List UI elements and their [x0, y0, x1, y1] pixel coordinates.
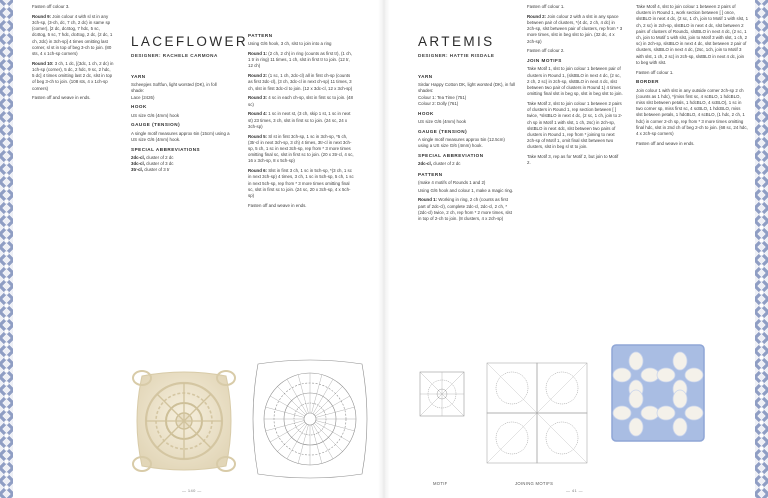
artemis-title: ARTEMIS: [418, 34, 495, 49]
pattern-outro: Fasten off and weave in ends.: [248, 202, 307, 208]
round-label: Round 3:: [248, 95, 268, 101]
round-text: (1 sc, 1 ch, 2dc-cl) all in first ch-sp (counts as first 3dc-cl), (3 ch, 3dc-cl in next ch-sp) 11 times, 3 ch, slst in first 3dc-cl to join. (12 x 3dc-cl, 12 x 3ch-sp): [248, 73, 353, 91]
round-label: Round 5:: [248, 133, 268, 139]
chart-spoke: [277, 423, 305, 451]
right-page-right-column: [636, 4, 748, 151]
instruction-paragraph: Take Motif 2, slst to join colour 1 between 2 pairs of clusters in Round 1, rep section between [ ] twice, *slstBLO in next 4 dc, (2 sc, 1 ch, join to 2-ch sp in Motif 1 with slst, 1 ch, 2sc) in 2ch-sp, slstBLO in next 4dc, slst between two pairs of clusters in Round 1, rep from * joining to next 2ch-sp of Motif 1, omit final slst between two clusters, slst in beg sl st to join.: [527, 101, 623, 150]
abbreviation-term: 2dc-cl,: [418, 161, 432, 167]
round-label: Round 10:: [32, 60, 54, 66]
pattern-heading: PATTERN: [248, 33, 273, 38]
joining-motifs-caption: JOINING MOTIFS: [515, 481, 554, 486]
pattern-round: [32, 14, 114, 57]
gauge-text: A single motif measures approx 6in (15cm) using a US size G/6 (4mm) hook.: [131, 130, 230, 142]
chart-spoke: [277, 386, 305, 414]
round-text: Slst in first 3 ch, 1 sc in 5ch-sp, *(3 ch, 1 sc in next 3ch-sp) 4 times, 3 ch, 1 sc in 5ch-sp, 5 ch, 1 sc in next 5ch-sp, rep from * 3 more times omitting final sc, slst in first sc to join. (24 sc, 20 x 3ch-sp, 4 x 5ch-sp): [248, 168, 354, 199]
section-heading: JOIN MOTIFS: [527, 58, 562, 64]
hook-text: US size G/6 (4mm) hook: [131, 112, 180, 118]
abbreviation-definition: cluster of 2 dc: [431, 161, 461, 167]
laceflower-title: LACEFLOWER: [131, 34, 249, 49]
pattern-round: [248, 95, 354, 107]
motif-caption: MOTIF: [433, 481, 448, 486]
round-text: 1 sc in next st, (3 ch, skip 1 st, 1 sc in next st) 23 times, 3 ch, slst in first sc to join. (24 sc, 24 x 3ch-sp): [248, 111, 351, 129]
abbreviation-definition: cluster of 3 tr: [142, 167, 170, 173]
artemis-abbreviation-list: [418, 161, 516, 167]
round-label: Round 1:: [248, 51, 268, 56]
artemis-round1-text: Working in ring, 2 ch (counts as first part of 2dc-cl), complete 2dc-cl, 2dc-cl, 2 ch, *(2dc-cl) twice, 2 ch, rep from * 2 more times, slst in top of 2-ch to join. (8 clusters, 4 x 2ch-sp): [418, 197, 512, 222]
abbreviation-item: [418, 161, 516, 167]
laceflower-chart-diagram: [240, 352, 380, 486]
pattern-round: [248, 73, 354, 92]
decorative-border-right: [755, 0, 768, 498]
round-text: Join colour 2 with a slst in any space between pair of clusters, *(4 dc, 2 ch, 4 dc) in 2ch-sp, slst between pair of clusters, rep from * 3 more times, slst in beg slst to join. (32 dc, 4 x 2ch-sp): [527, 13, 623, 44]
artemis-gauge-heading: GAUGE (TENSION): [418, 128, 468, 134]
yarn-text: Scheepjes Softfun, light worsted (DK), in foll shade: Lace (2426): [131, 82, 217, 100]
round-label: Round 9:: [32, 13, 52, 19]
chart-spoke: [314, 386, 342, 414]
pattern-intro: Using G/6 hook, 3 ch, slst to join into a ring: [248, 41, 332, 47]
artemis-motif-diagram: [417, 356, 467, 436]
round-text: Sl st in first 3ch-sp, 1 sc in 3ch-sp, *5 ch, (3tr-cl in next 3ch-sp, 3 ch) 4 times, 3tr-cl in next 3ch-sp, 5 ch, 1 sc in next 3ch-sp, rep from * 3 more times omitting final sc, slst in first sc to join. (20 x 3tr-cl, 4 sc, 16 x 3ch-sp, 8 x 5ch-sp): [248, 133, 354, 164]
artemis-yarn-heading: YARN: [418, 74, 433, 79]
instruction-paragraph: Fasten off colour 1.: [527, 4, 565, 9]
instruction-paragraph: Fasten off colour 3.: [32, 4, 70, 9]
artemis-gauge-text: A single motif measures approx 5in (12.5cm) using a US size G/6 (4mm) hook.: [418, 136, 505, 149]
decorative-border-left: [0, 0, 13, 498]
instruction-paragraph: Fasten off and weave in ends.: [32, 95, 91, 101]
abbreviation-definition: cluster of 2 dc: [144, 154, 174, 160]
artemis-yarn-text: Sirdar Happy Cotton DK, light worsted (DK), in foll shades: Colour 1: Tea Time (751) Colour 2: Dolly (761): [418, 82, 516, 106]
artemis-hook-text: US size G/6 (4mm) hook: [418, 118, 467, 124]
abbreviations-list: [131, 155, 231, 174]
instruction-paragraph: Take Motif 4, slst to join colour 1 between 2 pairs of clusters in Round 1, work section between [ ] once, slstBLO in next 4 dc, (2 sc, 1 ch, join to Motif 1 with slst, 1 ch, 2 sc) in 2ch-sp, slstBLO in next 4 dc, slst between 2 pairs of clusters of Round1, slstBLO in next 4 dc, (2 sc, 1 ch, join to Motif 1 with slst, join to Motif 3 with slst, 1 ch, 2 sc) in 2ch-sp, slstBLO in next 4 dc, slst between 2 pair of clusters, slstBLO in next 4 dc, (2sc, 1ch, join to Motif 3 with slst, 1 ch, 2 sc) in 2ch-sp, slstBLO in next 4 dc, join to beg with slst.: [636, 4, 749, 65]
section-heading: BORDER: [636, 79, 659, 85]
round-text: 3 ch, 1 dc, [(3dc, 1 ch, 2 dc) in 1ch-sp (corner), 5 dc, 2 hdc, 9 sc, 2 hdc, 5 dc] 4 times omitting last 2 dc, slst in top of beg 3-ch to join. (108 sts, 4 x 1ch-sp corners): [32, 60, 114, 91]
hook-heading: HOOK: [131, 104, 147, 110]
artemis-pattern-hook: Using G/6 hook and colour 1, make a magic ring.: [418, 187, 514, 193]
artemis-hook-heading: HOOK: [418, 110, 434, 116]
laceflower-pattern-column: [248, 33, 354, 213]
instruction-paragraph: Fasten off colour 2.: [527, 48, 565, 54]
laceflower-info-column: [131, 74, 231, 173]
artemis-info-column: [418, 74, 516, 226]
instruction-paragraph: Take Motif 3, rep as for Motif 2, but join to Motif 2.: [527, 154, 619, 166]
instruction-paragraph: Fasten off colour 1.: [636, 69, 674, 75]
artemis-pattern-intro: (make 4 motifs of Rounds 1 and 2): [418, 180, 486, 186]
abbreviations-heading: SPECIAL ABBREVIATIONS: [131, 146, 201, 152]
artemis-pattern-heading: PATTERN: [418, 172, 443, 178]
pattern-round: [32, 61, 114, 92]
abbreviation-term: 3tr-cl,: [131, 167, 143, 173]
laceflower-designer: DESIGNER: RACHELE CARMONA: [131, 53, 218, 58]
round-text: Join colour 4 with sl st in any 3ch-sp, (3-ch, dc, 7 ch, 2 dc) in same sp (corner), [2 dc, dc4tog, 7 hdc, 5 sc, dc4tog, 5 sc, 7 hdc, dc4tog, 2 dc, (2 dc, 1 ch, 2dc) in 3ch-sp] 4 times omitting last corner, sl st in top of beg 3-ch to join. (80 sts, 4 x 1ch-sp corners): [32, 13, 113, 57]
abbreviation-term: 3dc-cl,: [131, 161, 145, 167]
round-label: Round 2:: [527, 13, 547, 19]
round-text: 4 sc in each ch-sp, slst in first sc to join. (48 sc): [248, 95, 353, 107]
left-page-number: — 140 —: [182, 488, 202, 493]
round-label: Round 4:: [248, 111, 268, 117]
instruction-paragraph: Join colour 1 with slst in any outside corner 2ch-sp 2 ch (counts as 1 hdc), *(miss first sc, 4 scBLO, 1 hdcBLO, miss slst between petals, 1 hdcBLO, 4 scBLO), 1 sc in two corner sp, miss first sc, 4 scBLO, 1 hdcBLO, miss slst between petals, 1 hdcBLO, 4 scBLO, (1 hdc, 2 ch, 1 hdc) in corner 2-ch sp, rep from * 3 more times omitting final hdc, slst in 2nd ch of beg 2-ch to join. (68 sc, 24 hdc, 4 x 2ch-sp corners): [636, 87, 748, 137]
artemis-joined-motifs-photo: [610, 343, 706, 443]
abbreviation-definition: cluster of 3 dc: [144, 161, 174, 167]
instruction-paragraph: Fasten off and weave in ends.: [636, 140, 695, 146]
gauge-heading: GAUGE (TENSION): [131, 122, 181, 128]
round-label: Round 2:: [248, 73, 268, 79]
instruction-paragraph: Take Motif 1, slst to join colour 1 between pair of clusters in Round 1, (slstBLO in next 4 dc, (2 sc, 2 ch, 2 sc) in 2ch-sp, slstBLO in next 4 dc, slst between two pair of clusters in Round 1) 4 times omitting final slst in beg sp, slst in beg slst to join.: [527, 66, 623, 97]
round-label: Round 6:: [248, 168, 268, 174]
left-page-column-1: [32, 4, 114, 105]
yarn-heading: YARN: [131, 74, 146, 79]
artemis-round1-label: Round 1:: [418, 197, 438, 203]
right-page-middle-column: [527, 4, 623, 170]
abbreviation-term: 2dc-cl,: [131, 154, 145, 160]
joining-motifs-diagram: [484, 360, 590, 478]
pattern-round: [248, 168, 354, 199]
artemis-abbreviation-heading: SPECIAL ABBREVIATION: [418, 152, 484, 158]
abbreviation-item: [131, 167, 231, 173]
right-page-number: — 41 —: [566, 488, 584, 493]
pattern-rounds: [248, 51, 354, 199]
pattern-round: [248, 111, 354, 130]
round-text: (2 ch, 2 ch) in ring (counts as first tr), (1 ch, 1 tr in ring) 11 times, 1 ch, slst in first tr to join. (12 tr, 12 ch): [248, 51, 352, 69]
pattern-round: [248, 134, 354, 165]
pattern-round: [527, 14, 623, 45]
chart-spoke: [314, 423, 342, 451]
pattern-round: [248, 51, 354, 70]
artemis-designer: DESIGNER: HATTIE RISDALE: [418, 53, 495, 58]
laceflower-motif-photo: [128, 366, 240, 476]
